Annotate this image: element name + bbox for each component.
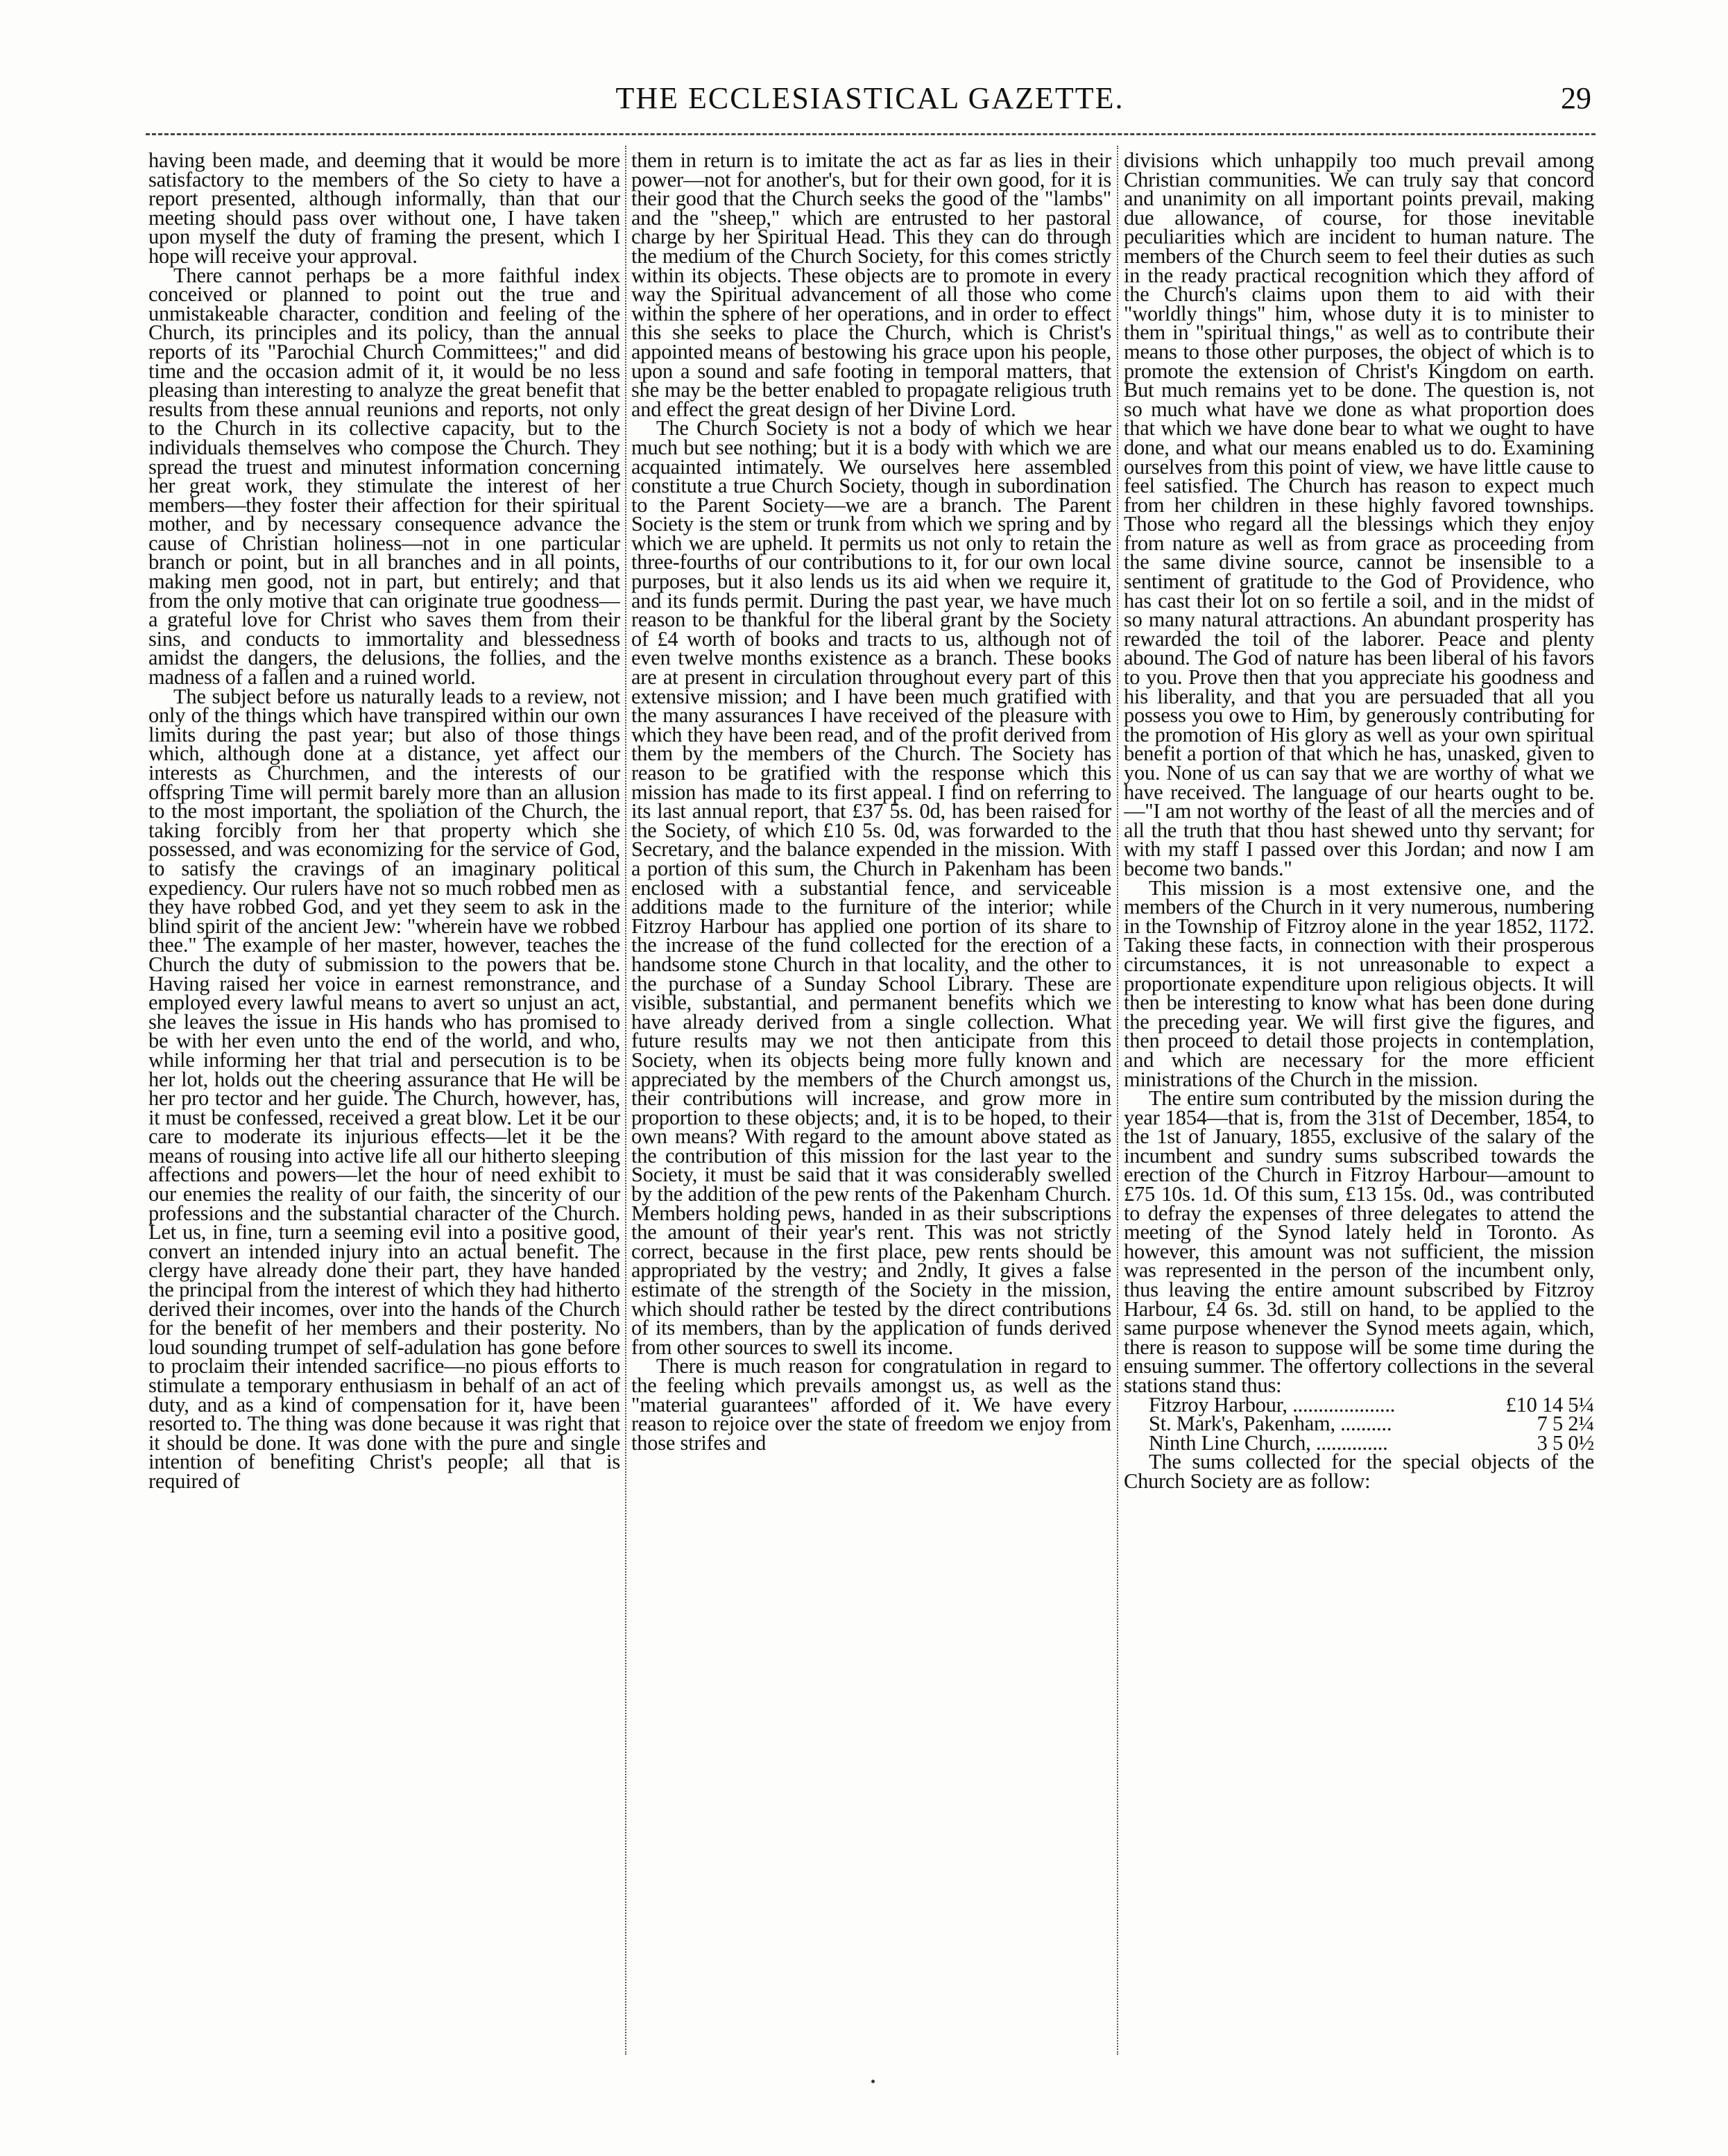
page-number: 29 [1561, 81, 1591, 115]
paragraph: There is much reason for congratulation in regard to the feeling which prevails amongst us, as well as the "material guarantees" afforded of it. We have every reason to rejoice over the state of freedom we enjoy from those strifes and [631, 1354, 1111, 1455]
paragraph: them in return is to imitate the act as far as lies in their power—not for another's, but for their own good, for it is their good that the Church seeks the good of the "lambs" and the "sheep," which are entrusted to her pastoral charge by her Spiritual Head. This they can do through the medium of the Church Society, for this comes strictly within its objects. These objects are to promote in every way the Spiritual advancement of all those who come within the sphere of her operations, and in order to effect this she seeks to place the Church, which is Christ's appointed means of bestowing his grace upon his people, upon a sound and safe footing in temporal matters, that she may be the better enabled to propagate religious truth and effect the great design of her Divine Lord. [631, 151, 1111, 421]
masthead [148, 78, 1591, 119]
station-amount: 3 5 0½ [1537, 1430, 1594, 1455]
column-3 [1124, 151, 1594, 2055]
station-name: St. Mark's, Pakenham, .......... [1149, 1412, 1392, 1436]
paragraph: The entire sum contributed by the mission during the year 1854—that is, from the 31st of December, 1854, to the 1st of January, 1855, exclusive of the salary of the incumbent and sundry sums subscribed towards the erection of the Church in Fitzroy Harbour—amount to £75 10s. 1d. Of this sum, £13 15s. 0d., was contributed to defray the expenses of three delegates to attend the meeting of the Synod lately held in Toronto. As however, this amount was not sufficient, the mission was represented in the person of the incumbent only, thus leaving the entire amount subscribed by Fitzroy Harbour, £4 6s. 3d. still on hand, to be applied to the same purpose whenever the Synod meets again, which, there is reason to suppose will be some time during the ensuing summer. The offertory collections in the several stations stand thus: [1124, 1086, 1594, 1397]
station-name: Ninth Line Church, .............. [1149, 1430, 1388, 1455]
paragraph: divisions which unhappily too much prevail among Christian communities. We can truly say that concord and unanimity on all important points prevail, making due allowance, of course, for those inevitable peculiarities which are incident to human nature. The members of the Church seem to feel their duties as such in the ready practical recognition which they afford of the Church's claims upon them to aid with their "worldly things" him, whose duty it is to minister to them in "spiritual things," as well as to contribute their means to those other purposes, the object of which is to promote the extension of Christ's Kingdom on earth. But much remains yet to be done. The question is, not so much what have we done as what proportion does that which we have done bear to what we ought to have done, and what our means enabled us to do. Examining ourselves from this point of view, we have little cause to feel satisfied. The Church has reason to expect much from her children in these highly favored townships. Those who regard all the blessings which they enjoy from nature as well as from grace as proceeding from the same divine source, cannot be insensible to a sentiment of gratitude to the God of Providence, who has cast their lot on so fertile a soil, and in the midst of so many natural attractions. An abundant prosperity has rewarded the toil of the laborer. Peace and plenty abound. The God of nature has been liberal of his favors to you. Prove then that you appreciate his goodness and his liberality, and that you are persuaded that all you possess you owe to Him, by generously contributing for the promotion of His glory as well as your own spiritual benefit a portion of that which he has, unasked, given to you. None of us can say that we are worthy of what we have received. The language of our hearts ought to be.—"I am not worthy of the least of all the mercies and of all the truth that thou hast shewed unto thy servant; for with my staff I passed over this Jordan; and now I am become two bands." [1124, 151, 1594, 880]
paragraph: The subject before us naturally leads to a review, not only of the things which have transpired within our own limits during the past year; but also of those things which, although done at a distance, yet affect our interests as Churchmen, and the interests of our offspring Time will permit barely more than an allusion to the most important, the spoliation of the Church, the taking forcibly from her that property which she possessed, and was economizing for the service of God, to satisfy the cravings of an imaginary political expediency. Our rulers have not so much robbed men as they have robbed God, and yet they seem to ask in the blind spirit of the ancient Jew: "wherein have we robbed thee." The example of her master, however, teaches the Church the duty of submission to the powers that be. Having raised her voice in earnest remonstrance, and employed every lawful means to avert so unjust an act, she leaves the issue in His hands who has promised to be with her even unto the end of the world, and who, while informing her that trial and persecution is to be her lot, holds out the cheering assurance that He will be her pro tector and her guide. The Church, however, has, it must be confessed, received a great blow. Let it be our care to moderate its injurious effects—let it be the means of rousing into active life all our hitherto sleeping affections and powers—let the hour of need exhibit to our enemies the reality of our faith, the sincerity of our professions and the substantial character of the Church. Let us, in fine, turn a seeming evil into a positive good, convert an intended injury into an actual benefit. The clergy have already done their part, they have handed the principal from the interest of which they had hitherto derived their incomes, over into the hands of the Church for the benefit of her members and their posterity. No loud sounding trumpet of self-adulation has gone before to proclaim their intended sacrifice—no pious efforts to stimulate a temporary enthusiasm in behalf of an act of duty, and as a kind of compensation for it, have been resorted to. The thing was done because it was right that it should be done. It was done with the pure and single intention of benefiting Christ's people; all that is required of [148, 684, 620, 1493]
offertory-table [1124, 1392, 1594, 1455]
publication-title: THE ECCLESIASTICAL GAZETTE. [615, 81, 1124, 115]
paragraph: having been made, and deeming that it would be more satisfactory to the members of the So ciety to have a report presented, although informally, than that our meeting should pass over without one, I have taken upon myself the duty of framing the present, which I hope will receive your approval. [148, 151, 620, 268]
station-amount: 7 5 2¼ [1537, 1412, 1594, 1436]
paragraph: The sums collected for the special objects of the Church Society are as follow: [1124, 1450, 1594, 1493]
paragraph: The Church Society is not a body of which we hear much but see nothing; but it is a body with which we are acquainted intimately. We ourselves here assembled constitute a true Church Society, though in subordination to the Parent Society—we are a branch. The Parent Society is the stem or trunk from which we spring and by which we are upheld. It permits us not only to retain the three-fourths of our contributions to it, for our own local purposes, but it also lends us its aid when we require it, and its funds permit. During the past year, we have much reason to be thankful for the liberal grant by the Society of £4 worth of books and tracts to us, although not of even twelve months existence as a branch. These books are at present in circulation throughout every part of this extensive mission; and I have been much gratified with the many assurances I have received of the pleasure with which they have been read, and of the profit derived from them by the members of the Church. The Society has reason to be gratified with the response which this mission has made to its first appeal. I find on referring to its last annual report, that £37 5s. 0d, has been raised for the Society, of which £10 5s. 0d, was forwarded to the Secretary, and the balance expended in the mission. With a portion of this sum, the Church in Pakenham has been enclosed with a substantial fence, and serviceable additions made to the furniture of the interior; while Fitzroy Harbour has applied one portion of its share to the increase of the fund collected for the erection of a handsome stone Church in that locality, and the other to the purchase of a Sunday School Library. These are visible, substantial, and permanent benefits which we have already derived from a single collection. What future results may we not then anticipate from this Society, when its objects being more fully known and appreciated by the members of the Church amongst us, their contributions will increase, and grow more in proportion to these objects; and, it is to be hoped, to their own means? With regard to the amount above stated as the contribution of this mission for the last year to the Society, it must be said that it was considerably swelled by the addition of the pew rents of the Pakenham Church. Members holding pews, handed in as their subscriptions the amount of their year's rent. This was not strictly correct, because in the first place, pew rents should be appropriated by the vestry; and 2ndly, It gives a false estimate of the strength of the Society in the mission, which should rather be tested by the direct contributions of its members, than by the application of funds derived from other sources to swell its income. [631, 416, 1111, 1359]
station-name: Fitzroy Harbour, .................... [1149, 1392, 1396, 1417]
column-1 [148, 151, 620, 2055]
paragraph: There cannot perhaps be a more faithful index conceived or planned to point out the true and unmistakeable character, condition and feeling of the Church, its principles and its policy, than the annual reports of its "Parochial Church Committees;" and did time and the occasion admit of it, it would be no less pleasing than interesting to analyze the great benefit that results from these annual reunions and reports, not only to the Church in its collective capacity, but to the individuals themselves who compose the Church. They spread the truest and minutest information concerning her great work, they stimulate the interest of her members—they foster their affection for their spiritual mother, and by necessary consequence advance the cause of Christian holiness—not in one particular branch or point, but in all branches and in all points, making men good, not in part, but entirely; and that from the only motive that can originate true goodness—a grateful love for Christ who saves them from their sins, and conducts to immortality and blessedness amidst the dangers, the delusions, the follies, and the madness of a fallen and a ruined world. [148, 263, 620, 690]
column-divider [1117, 146, 1118, 2055]
paragraph: This mission is a most extensive one, and the members of the Church in it very numerous, numbering in the Township of Fitzroy alone in the year 1852, 1172. Taking these facts, in connection with their prosperous circumstances, it is not unreasonable to expect a proportionate expenditure upon religious objects. It will then be interesting to know what has been done during the preceding year. We will first give the figures, and then proceed to detail those projects in contemplation, and which are necessary for the more efficient ministrations of the Church in the mission. [1124, 875, 1594, 1091]
column-divider [625, 146, 626, 2055]
column-2 [631, 151, 1111, 2055]
station-amount: £10 14 5¼ [1505, 1392, 1594, 1417]
header-rule [146, 133, 1596, 135]
ink-speck [871, 2080, 875, 2083]
